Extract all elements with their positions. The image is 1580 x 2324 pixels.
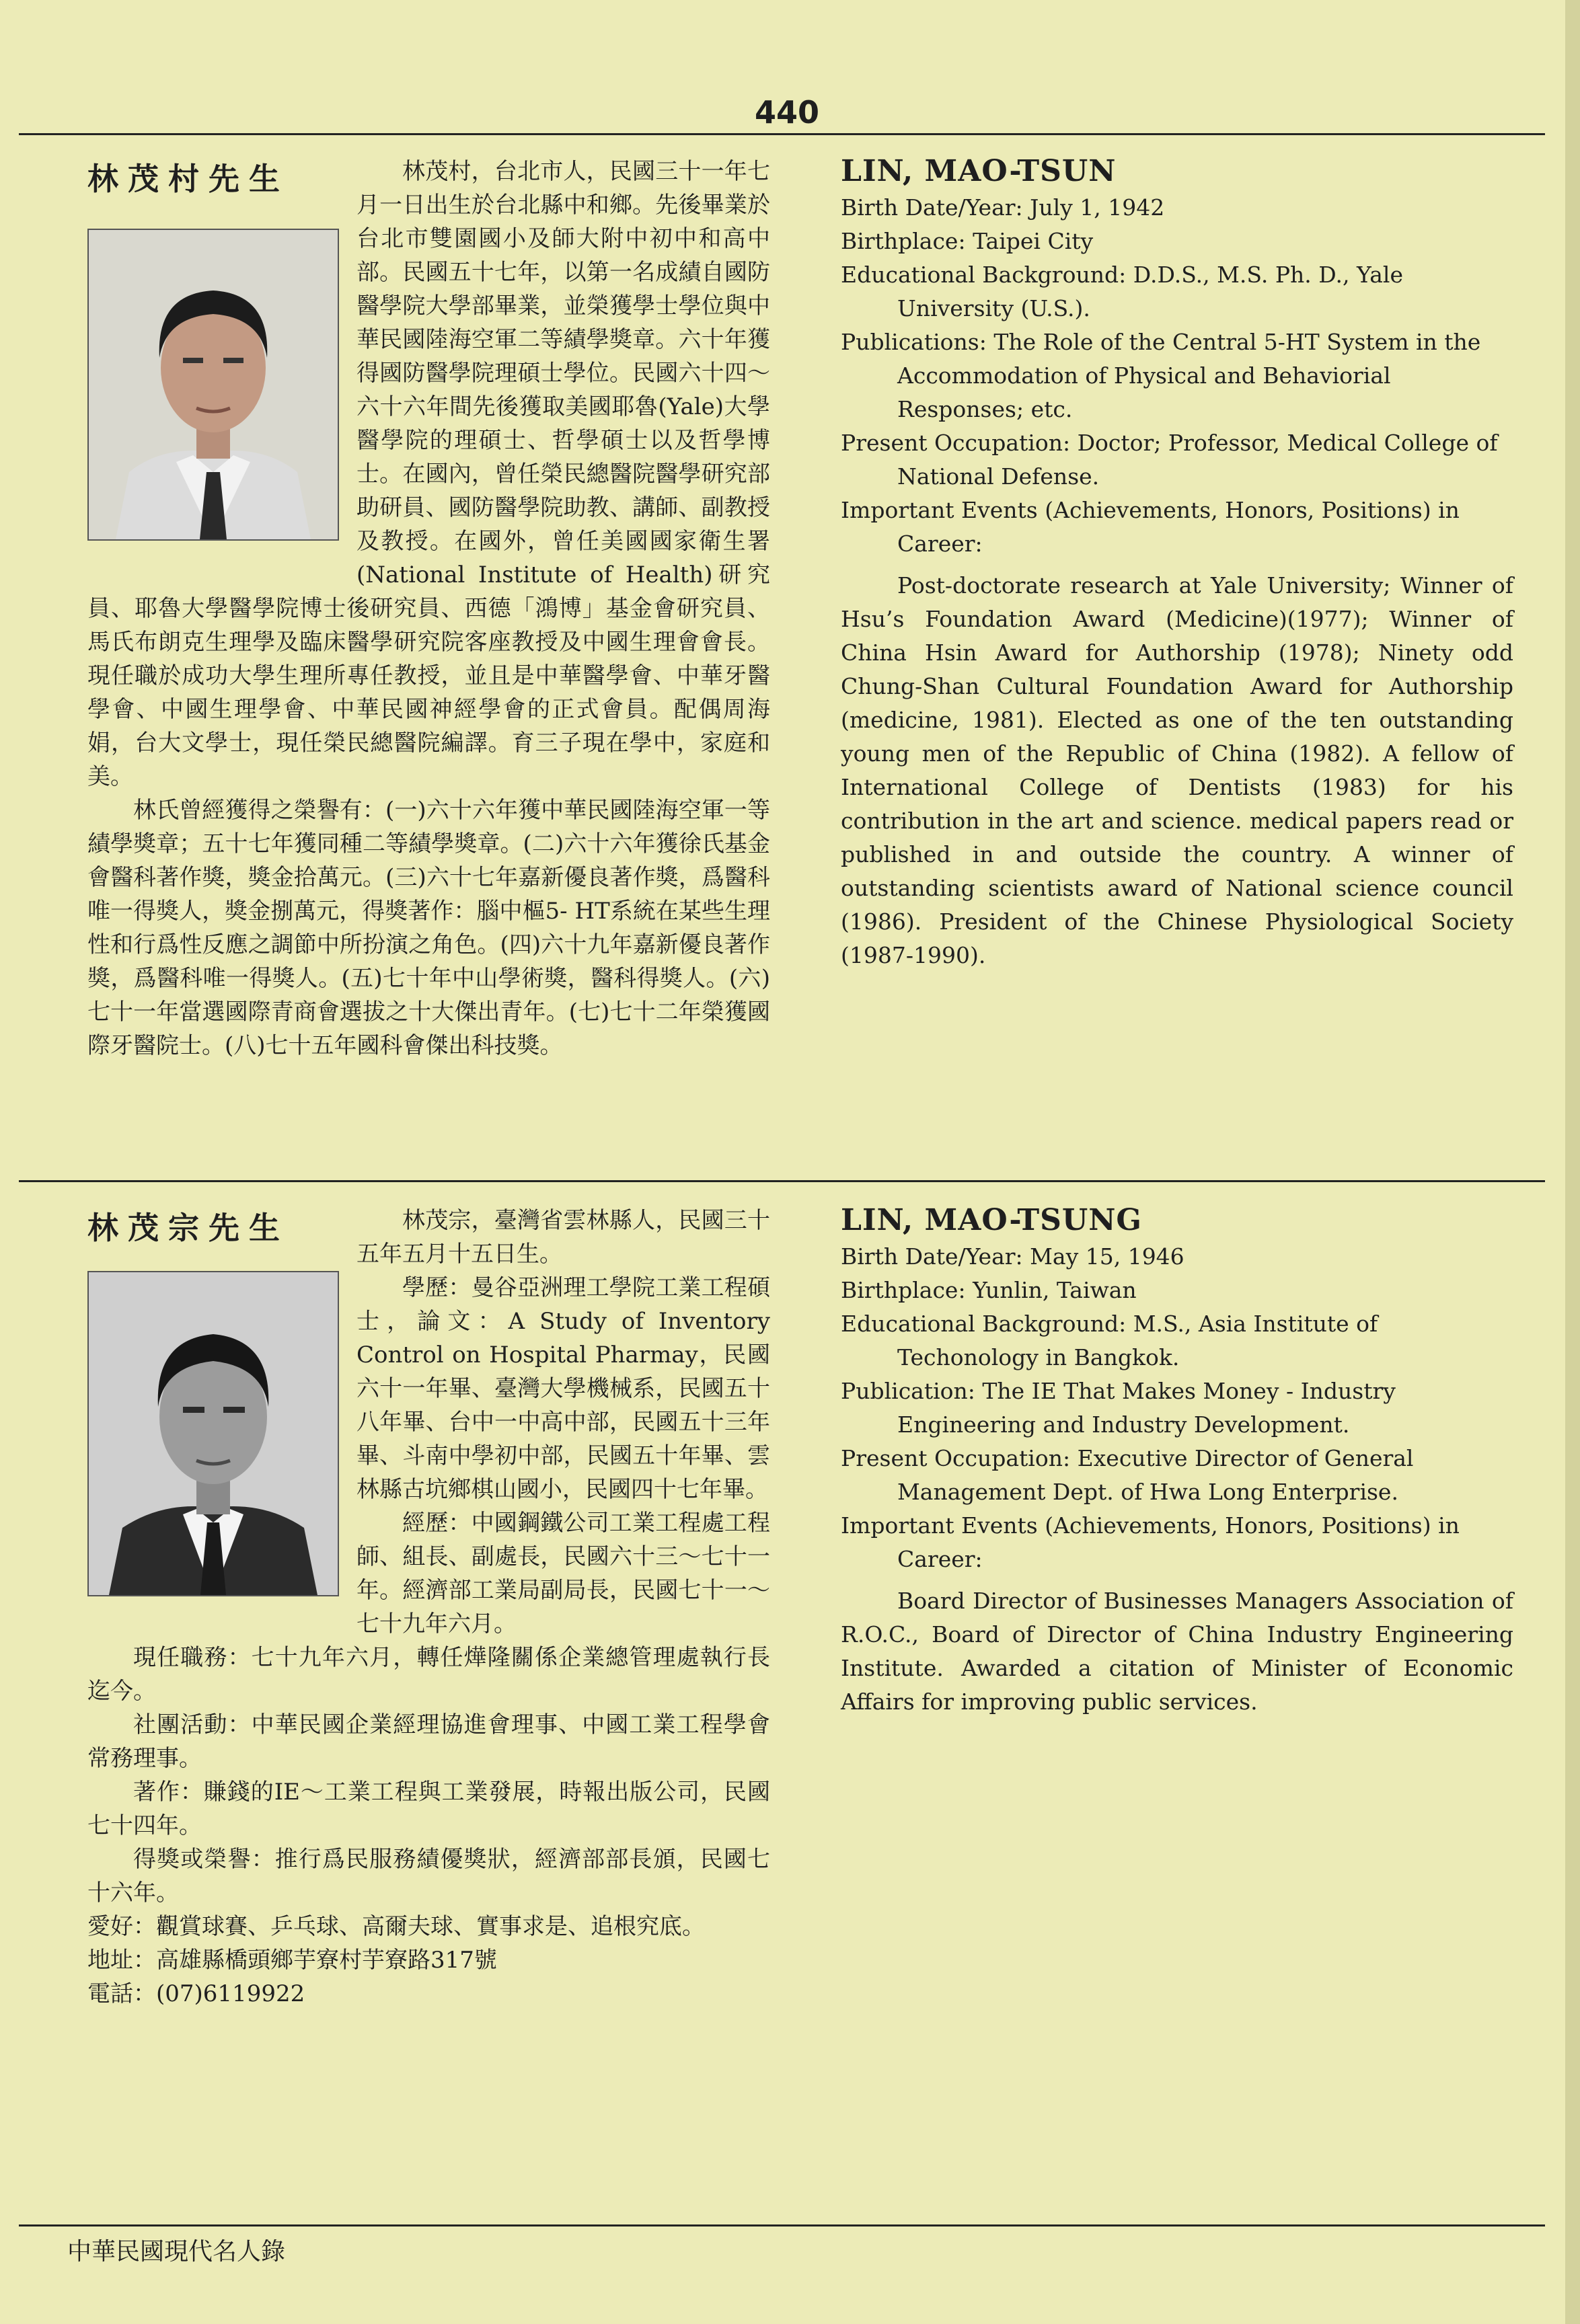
entry-lin-mao-tsung bbox=[0, 1204, 1580, 2212]
events-body: Board Director of Businesses Managers Association of R.O.C., Board of Director of China Industry Engineering Institute. Awarded a citation of Minister of Economic Affairs for improving public services. bbox=[841, 1588, 1513, 1715]
cn-paragraph: 林茂宗，臺灣省雲林縣人，民國三十五年五月十五日生。 bbox=[356, 1207, 770, 1268]
cn-paragraph: 林氏曾經獲得之榮譽有：(一)六十六年獲中華民國陸海空軍一等績學獎章；五十七年獲同種二等績學獎章。(二)六十六年獲徐氏基金會醫科著作獎，獎金拾萬元。(三)六十七年嘉新優良著作獎，爲醫科唯一得獎人，獎金捌萬元，得獎著作：腦中樞5- HT系統在某些生理性和行爲性反應之調節中所扮演之角色。(四)六十九年嘉新優良著作獎，爲醫科唯一得獎人。(五)七十年中山學術獎，醫科得獎人。(六)七十一年當選國際青商會選拔之十大傑出青年。(七)七十二年榮獲國際牙醫院士。(八)七十五年國科會傑出科技獎。 bbox=[87, 797, 770, 1059]
events-heading: Important Events (Achievements, Honors, Positions) in Career: bbox=[841, 497, 1460, 557]
cn-paragraph: 林茂村，台北市人，民國三十一年七月一日出生於台北縣中和鄉。先後畢業於台北市雙園國小及師大附中初中和高中部。民國五十七年，以第一名成績自國防醫學院大學部畢業，並榮獲學士學位與中華民國陸海空軍二等績學獎章。六十年獲得國防醫學院理碩士學位。民國六十四～六十六年間先後獲取美國耶魯(Yale)大學醫學院的理碩士、哲學碩士以及哲學博士。在國內，曾任榮民總醫院醫學研究部助研員、國防醫學院助教、講師、副教授及教授。在國外，曾任美國國家衛生署(National Institute of Health)研究員、耶魯大學醫學院博士後研究員、西德「鴻博」基金會研究員、馬氏布朗克生理學及臨床醫學研究院客座教授及中國生理會會長。現任職於成功大學生理所專任教授，並且是中華醫學會、中華牙醫學會、中國生理學會、中華民國神經學會的正式會員。配偶周海娟，台大文學士，現任榮民總醫院編譯。育三子現在學中，家庭和美。 bbox=[87, 158, 770, 790]
portrait-illustration bbox=[89, 230, 338, 539]
book-title-footer: 中華民國現代名人錄 bbox=[67, 2238, 286, 2265]
birth-date-field: Birth Date/Year: July 1, 1942 bbox=[841, 194, 1165, 221]
events-body: Post-doctorate research at Yale University; Winner of Hsu’s Foundation Award (Medicine)(1977); Winner of China Hsin Award for Authorship (1978); Ninety odd Chung-Shan Cultural Foundation Award for Authorship (medicine, 1981). Elected as one of the ten outstanding young men of the Republic of China (1982). A fellow of International College of Dentists (1983) for his contribution in the art and science. medical papers read or published in and outside the country. A winner of outstanding scientists award of National science council (1986). President of the Chinese Physiological Society (1987-1990). bbox=[841, 572, 1513, 968]
top-rule bbox=[19, 133, 1545, 135]
page-number: 440 bbox=[754, 94, 820, 130]
birthplace-field: Birthplace: Taipei City bbox=[841, 228, 1094, 254]
portrait-illustration bbox=[89, 1272, 338, 1595]
person-name-english: LIN, MAO-TSUNG bbox=[841, 1203, 1143, 1237]
person-name-chinese: 林茂宗先生 bbox=[87, 1210, 289, 1246]
bottom-rule bbox=[19, 2224, 1545, 2226]
cn-paragraph: 社團活動：中華民國企業經理協進會理事、中國工業工程學會常務理事。 bbox=[87, 1711, 770, 1772]
cn-paragraph: 學歷：曼谷亞洲理工學院工業工程碩士，論文：A Study of Inventory Control on Hospital Pharmay，民國六十一年畢、臺灣大學機械系，民國五十八年畢、台中一中高中部，民國五十三年畢、斗南中學初中部，民國五十年畢、雲林縣古坑鄉棋山國小，民國四十七年畢。 bbox=[356, 1274, 770, 1503]
entry-lin-mao-tsun bbox=[0, 155, 1580, 1150]
events-heading: Important Events (Achievements, Honors, Positions) in Career: bbox=[841, 1512, 1460, 1572]
phone-line: 電話：(07)6119922 bbox=[87, 1980, 305, 2007]
publication-field: Publication: The IE That Makes Money - Industry Engineering and Industry Development. bbox=[841, 1378, 1396, 1438]
cn-paragraph: 得獎或榮譽：推行爲民服務績優獎狀，經濟部部長頒，民國七十六年。 bbox=[87, 1846, 770, 1906]
chinese-column bbox=[87, 155, 770, 1150]
portrait-photo bbox=[87, 229, 339, 541]
portrait-photo bbox=[87, 1271, 339, 1596]
english-column bbox=[841, 155, 1513, 972]
english-column bbox=[841, 1204, 1513, 1719]
education-field: Educational Background: M.S., Asia Institute of Techonology in Bangkok. bbox=[841, 1311, 1378, 1370]
person-name-english: LIN, MAO-TSUN bbox=[841, 154, 1117, 188]
publications-field: Publications: The Role of the Central 5-HT System in the Accommodation of Physical and Behaviorial Responses; etc. bbox=[841, 329, 1481, 422]
occupation-field: Present Occupation: Doctor; Professor, Medical College of National Defense. bbox=[841, 430, 1498, 490]
cn-paragraph: 著作：賺錢的IE～工業工程與工業發展，時報出版公司，民國七十四年。 bbox=[87, 1779, 770, 1839]
cn-paragraph: 現任職務：七十九年六月，轉任燁隆關係企業總管理處執行長迄今。 bbox=[87, 1644, 770, 1705]
chinese-column bbox=[87, 1204, 770, 2212]
cn-paragraph: 經歷：中國鋼鐵公司工業工程處工程師、組長、副處長，民國六十三～七十一年。經濟部工業局副局長，民國七十一～七十九年六月。 bbox=[356, 1510, 770, 1637]
birthplace-field: Birthplace: Yunlin, Taiwan bbox=[841, 1277, 1137, 1303]
address-line: 地址：高雄縣橋頭鄉芋寮村芋寮路317號 bbox=[87, 1947, 497, 1974]
birth-date-field: Birth Date/Year: May 15, 1946 bbox=[841, 1243, 1184, 1270]
entry-divider bbox=[19, 1180, 1545, 1182]
person-name-chinese: 林茂村先生 bbox=[87, 161, 289, 197]
occupation-field: Present Occupation: Executive Director of General Management Dept. of Hwa Long Enterprise. bbox=[841, 1445, 1414, 1505]
hobbies-line: 愛好：觀賞球賽、乒乓球、高爾夫球、實事求是、追根究底。 bbox=[87, 1913, 705, 1940]
education-field: Educational Background: D.D.S., M.S. Ph. D., Yale University (U.S.). bbox=[841, 262, 1403, 321]
